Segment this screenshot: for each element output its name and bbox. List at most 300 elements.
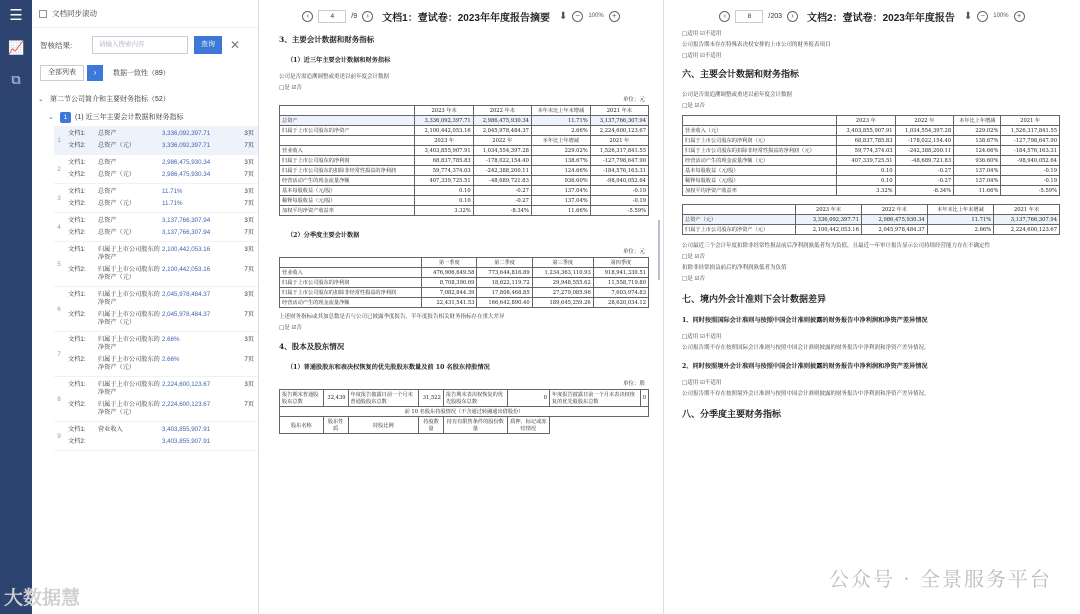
list-item[interactable] — [54, 287, 258, 332]
value-cell: 138.67% — [531, 156, 590, 166]
item-body — [64, 379, 258, 419]
page-ref: 3页 — [244, 336, 254, 343]
value-cell: 2.66% — [927, 225, 993, 235]
value-cell: -5.59% — [1001, 186, 1060, 196]
value-cell: -98,940,052.64 — [590, 176, 648, 186]
metric-value: 2.66% — [162, 336, 180, 343]
scrollbar[interactable] — [658, 220, 660, 280]
download-icon[interactable]: ⬇ — [963, 10, 973, 22]
metric-value: 2,986,475,930.34 — [162, 171, 211, 178]
value-cell: 0.10 — [837, 176, 896, 186]
chevron-down-icon[interactable]: ⌄ — [48, 114, 54, 121]
header-cell: 2021 年末 — [994, 205, 1060, 215]
row-label: 归属于上市公司股东的净利润（元） — [683, 136, 837, 146]
text: □是 ☑否 — [682, 103, 705, 109]
metric-value: 2,986,475,930.34 — [162, 159, 211, 166]
value-cell: 2,100,442,053.16 — [415, 126, 473, 136]
metric-name: 归属于上市公司股东的净资产 — [98, 246, 160, 261]
value-cell: 0 — [640, 390, 648, 407]
value-cell: 59,774,374.03 — [415, 166, 473, 176]
header-cell: 本年比上年增减 — [531, 136, 590, 146]
value-cell: -242,388,200.11 — [473, 166, 531, 176]
metric-value: 2,045,978,484.37 — [162, 311, 211, 318]
zoom-out-icon[interactable]: − — [572, 11, 583, 22]
value-cell: 1,234,363,110.93 — [532, 268, 593, 278]
heading: 七、境内外会计准则下会计数据差异 — [682, 295, 827, 305]
difference-list — [32, 126, 258, 614]
page-total: /9 — [351, 12, 358, 20]
sync-scroll-toggle[interactable] — [32, 0, 258, 28]
value-cell: 2,045,978,484.37 — [473, 126, 531, 136]
list-item[interactable] — [54, 184, 258, 213]
download-icon[interactable]: ⬇ — [558, 10, 568, 22]
value-cell: 3.32% — [415, 206, 473, 216]
metric-name: 归属于上市公司股东的净资产（元） — [98, 311, 160, 326]
text: 公司最近三个会计年度扣除非经常性损益前后净利润孰低者均为负值，且最近一年审计报告显示公司持续经营能力存在不确定性 — [682, 243, 991, 249]
item-line — [68, 334, 258, 354]
value-cell: 3,137,766,307.94 — [994, 215, 1060, 225]
page-ref: 7页 — [244, 142, 254, 149]
doc-label: 文档2: — [68, 438, 86, 445]
nav-rail — [0, 0, 32, 614]
text: □适用 ☑不适用 — [682, 380, 722, 386]
value-cell: 32,439 — [323, 390, 348, 407]
zoom-in-icon[interactable]: + — [609, 11, 620, 22]
doc-label: 文档2: — [68, 266, 86, 273]
metric-value: 3,403,855,907.91 — [162, 438, 211, 445]
list-item[interactable] — [54, 126, 258, 155]
page-ref: 7页 — [244, 266, 254, 273]
metric-value: 3,137,766,307.94 — [162, 217, 211, 224]
table-row — [683, 146, 1060, 156]
value-cell: 229.02% — [954, 126, 1001, 136]
document2-viewer — [664, 0, 1080, 614]
value-cell: 407,339,725.51 — [837, 156, 896, 166]
shareholder-table — [279, 389, 649, 434]
value-cell: 137.04% — [954, 166, 1001, 176]
heading: 八、分季度主要财务指标 — [682, 410, 782, 420]
list-item[interactable] — [54, 242, 258, 287]
page-ref: 3页 — [244, 246, 254, 253]
financial-table — [682, 115, 1060, 196]
doc-label: 文档2: — [68, 356, 86, 363]
row-label: 归属于上市公司股东的净利润 — [280, 156, 415, 166]
value-cell: 0 — [507, 390, 549, 407]
row-label: 稀释每股收益（元/股） — [683, 176, 837, 186]
prev-page-icon[interactable]: ‹ — [719, 11, 730, 22]
header-cell: 第三季度 — [532, 258, 593, 268]
section-tree — [32, 84, 258, 126]
filter-row — [32, 62, 258, 84]
header-cell: 本年末比上年末增减 — [531, 106, 590, 116]
query-button[interactable]: 查询 — [194, 36, 222, 54]
table-header-row — [683, 116, 1060, 126]
item-number: 6 — [57, 305, 61, 313]
document1-viewer — [259, 0, 664, 614]
unit-label: 单位：元 — [622, 97, 645, 103]
item-line — [68, 264, 258, 284]
value-cell: 68,837,785.83 — [415, 156, 473, 166]
item-line — [68, 186, 258, 198]
table-row — [280, 407, 649, 417]
header-cell: 2023 年 — [837, 116, 896, 126]
item-body — [64, 157, 258, 181]
page-ref: 7页 — [244, 200, 254, 207]
value-cell: -8.34% — [895, 186, 954, 196]
document1-title: 文档1：壹试卷：2023年年度报告摘要 — [382, 12, 550, 24]
subsection-badge: 1 — [60, 112, 71, 123]
value-cell: 2,224,600,123.67 — [590, 126, 648, 136]
value-cell: -127,798,647.90 — [1001, 136, 1060, 146]
metric-name: 总资产 — [98, 188, 117, 195]
page-ref: 3页 — [244, 291, 254, 298]
table-row — [280, 278, 649, 288]
value-cell: 0.10 — [415, 186, 473, 196]
metric-name: 归属于上市公司股东的净资产 — [98, 336, 160, 351]
header-cell: 第二季度 — [477, 258, 532, 268]
doc-label: 文档1: — [68, 159, 86, 166]
header-cell: 第四季度 — [593, 258, 648, 268]
metric-name: 总资产（元） — [98, 171, 136, 178]
row-label: 年度报告披露日前一个月末普通股股东总数 — [348, 390, 419, 407]
metric-value: 3,137,766,307.94 — [162, 229, 211, 236]
table-row — [683, 126, 1060, 136]
metric-value: 2.66% — [162, 356, 180, 363]
watermark: 公众号 · 全景服务平台 — [828, 567, 1052, 591]
search-row — [32, 28, 258, 62]
item-line — [68, 309, 258, 329]
value-cell: 11.66% — [531, 206, 590, 216]
item-line — [68, 379, 258, 399]
row-label: 年度报告披露日前一个月末表决权恢复的优先股股东总数 — [549, 390, 640, 407]
value-cell: 11.71% — [927, 215, 993, 225]
balance-table — [682, 204, 1060, 235]
value-cell: 3.32% — [837, 186, 896, 196]
row-label: 归属于上市公司股东的扣除非经常性损益的净利润 — [280, 288, 422, 298]
list-item[interactable] — [54, 377, 258, 422]
menu-icon[interactable]: ☰ — [9, 7, 23, 24]
value-cell: 3,336,092,397.71 — [415, 116, 473, 126]
value-cell: 3,403,855,907.91 — [415, 146, 473, 156]
page-ref: 7页 — [244, 229, 254, 236]
doc-label: 文档1: — [68, 291, 86, 298]
doc-label: 文档1: — [68, 336, 86, 343]
metric-name: 归属于上市公司股东的净资产（元） — [98, 356, 160, 371]
value-cell: -242,388,200.11 — [895, 146, 954, 156]
metric-value: 2,100,442,053.16 — [162, 246, 211, 253]
item-line — [68, 399, 258, 419]
metric-name: 营业收入 — [98, 426, 123, 433]
text: 公司报告期末存在特殊表决权安排的上市公司的财务报表项目 — [682, 42, 831, 48]
table-row — [280, 176, 649, 186]
page-ref: 3页 — [244, 188, 254, 195]
close-icon[interactable]: ✕ — [230, 38, 241, 52]
value-cell: -0.27 — [473, 186, 531, 196]
table-header-row — [280, 136, 649, 146]
value-cell: 7,603,974.83 — [593, 288, 648, 298]
value-cell: 31,522 — [419, 390, 444, 407]
page-input[interactable]: 4 — [318, 10, 346, 23]
header-cell: 2023 年 — [415, 136, 473, 146]
text: □是 ☑否 — [682, 276, 705, 282]
table-row — [280, 166, 649, 176]
metric-name: 总资产 — [98, 159, 117, 166]
unit-label: 单位：元 — [622, 249, 645, 255]
value-cell: 59,774,374.03 — [837, 146, 896, 156]
item-line — [68, 227, 258, 239]
value-cell: 2,045,978,484.37 — [861, 225, 927, 235]
header-cell: 股东性质 — [323, 417, 348, 434]
item-line — [68, 215, 258, 227]
value-cell: 2,986,475,930.34 — [473, 116, 531, 126]
row-label: 报告期末普通股股东总数 — [280, 390, 324, 407]
value-cell: -0.27 — [895, 166, 954, 176]
value-cell: 1,526,317,841.55 — [590, 146, 648, 156]
chevron-right-icon[interactable]: › — [87, 65, 103, 81]
page-ref: 3页 — [244, 130, 254, 137]
header-cell: 本年比上年增减 — [954, 116, 1001, 126]
page-ref: 7页 — [244, 171, 254, 178]
document1-page — [279, 28, 649, 614]
metric-name: 总资产（元） — [98, 200, 136, 207]
search-input[interactable]: 请输入搜索内容 — [92, 36, 188, 54]
zoom-out-icon[interactable]: − — [977, 11, 988, 22]
value-cell: -178,022,154.40 — [895, 136, 954, 146]
item-line — [68, 244, 258, 264]
header-cell: 持有有限售条件的股份数量 — [443, 417, 507, 434]
header-cell — [280, 258, 422, 268]
row-label: 加权平均净资产收益率 — [280, 206, 415, 216]
item-body — [64, 128, 258, 152]
header-cell: 2021 年 — [590, 136, 648, 146]
row-label: 经营活动产生的现金流量净额 — [280, 298, 422, 308]
watermark-logo: 大数据慧 — [4, 587, 81, 609]
header-cell: 2022 年末 — [473, 106, 531, 116]
document2-title: 文档2：壹试卷：2023年年度报告 — [807, 12, 955, 24]
table-row — [280, 116, 649, 126]
document1-toolbar — [259, 8, 663, 24]
value-cell: 2.66% — [531, 126, 590, 136]
compare-panel — [32, 0, 259, 614]
metric-value: 2,224,600,123.67 — [162, 381, 211, 388]
all-list-tab[interactable]: 全部列表 — [40, 65, 84, 81]
doc-label: 文档1: — [68, 130, 86, 137]
metric-name: 总资产（元） — [98, 229, 136, 236]
value-cell: 137.04% — [954, 176, 1001, 186]
value-cell: -0.19 — [1001, 176, 1060, 186]
value-cell: 2,100,442,053.16 — [796, 225, 862, 235]
row-label: 基本每股收益（元/股） — [683, 166, 837, 176]
table-row — [683, 156, 1060, 166]
table-row — [280, 390, 649, 407]
next-page-icon[interactable]: › — [787, 11, 798, 22]
value-cell: -178,022,154.40 — [473, 156, 531, 166]
item-body — [64, 334, 258, 374]
header-cell: 持股数量 — [419, 417, 444, 434]
value-cell: 138.67% — [954, 136, 1001, 146]
value-cell: 0.10 — [837, 166, 896, 176]
page-ref: 3页 — [244, 217, 254, 224]
header-cell: 质押、标记或冻结情况 — [507, 417, 549, 434]
section-node[interactable] — [38, 90, 258, 108]
value-cell: 27,279,085.96 — [532, 288, 593, 298]
page-ref: 7页 — [244, 356, 254, 363]
value-cell: 1,526,317,841.55 — [1001, 126, 1060, 136]
document2-page — [682, 26, 1060, 614]
value-cell: 11.66% — [954, 186, 1001, 196]
item-line — [68, 354, 258, 374]
doc-label: 文档1: — [68, 246, 86, 253]
doc-label: 文档1: — [68, 381, 86, 388]
value-cell: 2,986,475,930.34 — [861, 215, 927, 225]
value-cell: 0.10 — [415, 196, 473, 206]
heading: 4、股本及股东情况 — [279, 342, 345, 351]
value-cell: 8,708,390.69 — [422, 278, 477, 288]
zoom-in-icon[interactable]: + — [1014, 11, 1025, 22]
table-row — [683, 176, 1060, 186]
item-line — [68, 436, 258, 448]
row-label: 稀释每股收益（元/股） — [280, 196, 415, 206]
page-ref: 7页 — [244, 401, 254, 408]
table-row — [683, 215, 1060, 225]
value-cell: 124.66% — [954, 146, 1001, 156]
doc-label: 文档1: — [68, 217, 86, 224]
metric-value: 2,100,442,053.16 — [162, 266, 211, 273]
chart-icon[interactable]: 📈 — [8, 40, 25, 55]
row-label: 报告期末表决权恢复的优先股股东总数 — [443, 390, 507, 407]
item-line — [68, 140, 258, 152]
item-line — [68, 424, 258, 436]
value-cell: 476,906,649.58 — [422, 268, 477, 278]
text: 上述财务指标或其加总数是否与公司已披露季度报告、半年度报告相关财务指标存在重大差异 — [279, 314, 505, 320]
metric-name: 归属于上市公司股东的净资产 — [98, 291, 160, 306]
subsection-node[interactable] — [38, 108, 258, 126]
table-header-row — [280, 417, 649, 434]
value-cell: 29,948,555.62 — [532, 278, 593, 288]
value-cell: -48,689,721.83 — [895, 156, 954, 166]
table-row — [280, 268, 649, 278]
doc-label: 文档2: — [68, 229, 86, 236]
value-cell: 17,808,468.85 — [477, 288, 532, 298]
row-label: 总资产（元） — [683, 215, 796, 225]
text: □是 ☑否 — [279, 85, 302, 91]
header-cell: 2021 年 — [1001, 116, 1060, 126]
value-cell: 229.02% — [531, 146, 590, 156]
value-cell: -184,576,163.31 — [590, 166, 648, 176]
value-cell: -98,940,052.64 — [1001, 156, 1060, 166]
doc-label: 文档1: — [68, 426, 86, 433]
table-row — [683, 136, 1060, 146]
value-cell: -0.19 — [1001, 166, 1060, 176]
value-cell: -5.59% — [590, 206, 648, 216]
heading: 3、主要会计数据和财务指标 — [279, 35, 375, 44]
row-label: 归属于上市公司股东的净资产 — [280, 126, 415, 136]
metric-name: 归属于上市公司股东的净资产（元） — [98, 401, 160, 416]
doc-label: 文档2: — [68, 401, 86, 408]
quarterly-table — [279, 257, 649, 308]
value-cell: 11,558,719.80 — [593, 278, 648, 288]
value-cell: -127,798,647.90 — [590, 156, 648, 166]
row-label: 归属于上市公司股东的扣除非经常性损益的净利润 — [280, 166, 415, 176]
value-cell: -0.19 — [590, 186, 648, 196]
metric-name: 归属于上市公司股东的净资产 — [98, 381, 160, 396]
value-cell: 3,403,855,907.91 — [837, 126, 896, 136]
value-cell: 1,034,554,397.28 — [473, 146, 531, 156]
text: □是 ☑否 — [682, 254, 705, 260]
row-label: 经营活动产生的现金流量净额 — [280, 176, 415, 186]
list-item[interactable] — [54, 332, 258, 377]
text: □适用 ☑不适用 — [682, 334, 722, 340]
table-row — [280, 186, 649, 196]
document-compare-icon[interactable]: ⧉ — [11, 72, 21, 87]
list-item[interactable] — [54, 155, 258, 184]
subheading: 2、同时按照境外会计准则与按照中国会计准则披露的财务报告中净利润和净资产差异情况 — [682, 363, 928, 370]
list-item[interactable] — [54, 422, 258, 451]
item-number: 4 — [57, 223, 61, 231]
header-cell: 2023 年末 — [415, 106, 473, 116]
value-cell: 936.60% — [531, 176, 590, 186]
unit-label: 单位：股 — [622, 381, 645, 387]
table-row — [280, 156, 649, 166]
doc-label: 文档2: — [68, 200, 86, 207]
prev-page-icon[interactable]: ‹ — [302, 11, 313, 22]
item-number: 5 — [57, 260, 61, 268]
text: □适用 ☑不适用 — [682, 31, 722, 37]
item-body — [64, 244, 258, 284]
sync-checkbox[interactable] — [39, 10, 47, 18]
document2-toolbar — [664, 8, 1080, 24]
header-cell: 2021 年末 — [590, 106, 648, 116]
list-item[interactable] — [54, 213, 258, 242]
value-cell: -0.27 — [895, 176, 954, 186]
item-body — [64, 215, 258, 239]
value-cell: 166,642,890.40 — [477, 298, 532, 308]
item-number: 2 — [57, 165, 61, 173]
header-cell: 2022 年 — [473, 136, 531, 146]
table-header-row — [280, 106, 649, 116]
doc-label: 文档2: — [68, 311, 86, 318]
text: 公司是否需追溯调整或重述以前年度会计数据 — [279, 74, 390, 80]
chevron-down-icon[interactable]: ⌄ — [38, 96, 44, 103]
metric-name: 总资产（元） — [98, 142, 136, 149]
row-label: 归属于上市公司股东的净资产（元） — [683, 225, 796, 235]
page-ref: 7页 — [244, 311, 254, 318]
metric-value: 11.71% — [162, 200, 183, 207]
metric-value: 3,336,092,397.71 — [162, 142, 211, 149]
metric-name: 总资产 — [98, 217, 117, 224]
value-cell: 1,034,554,397.28 — [895, 126, 954, 136]
item-number: 3 — [57, 194, 61, 202]
item-line — [68, 157, 258, 169]
value-cell: 918,941,330.51 — [593, 268, 648, 278]
table-header-row — [280, 258, 649, 268]
row-label: 加权平均净资产收益率 — [683, 186, 837, 196]
next-page-icon[interactable]: › — [362, 11, 373, 22]
page-total: /203 — [768, 12, 783, 20]
value-cell: 3,137,766,307.94 — [590, 116, 648, 126]
page-input[interactable]: 8 — [735, 10, 763, 23]
value-cell: 22,431,541.53 — [422, 298, 477, 308]
item-body — [64, 289, 258, 329]
header-cell: 2022 年 — [895, 116, 954, 126]
subheading: 1、同时按照国际会计准则与按照中国会计准则披露的财务报告中净利润和净资产差异情况 — [682, 317, 928, 324]
text: 公司是否需追溯调整或重述以前年度会计数据 — [682, 92, 793, 98]
value-cell: 407,339,725.51 — [415, 176, 473, 186]
consistency-tab[interactable]: 数据一致性（89） — [113, 70, 170, 77]
item-line — [68, 198, 258, 210]
header-cell: 2022 年末 — [861, 205, 927, 215]
value-cell: -0.27 — [473, 196, 531, 206]
